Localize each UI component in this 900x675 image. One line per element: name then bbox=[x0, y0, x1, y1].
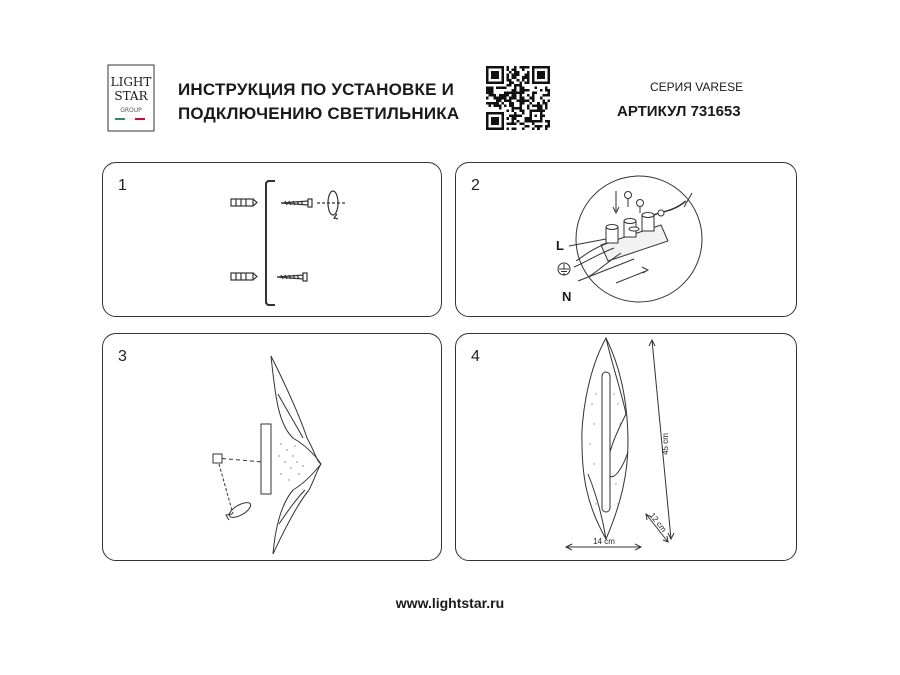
lightstar-logo bbox=[107, 64, 155, 132]
svg-text:STAR: STAR bbox=[114, 89, 148, 103]
step-1-panel bbox=[102, 162, 442, 317]
fixture-mounting-diagram bbox=[103, 334, 441, 560]
svg-text:LIGHT: LIGHT bbox=[110, 75, 152, 89]
depth-dimension: 12 cm bbox=[647, 511, 669, 534]
document-title bbox=[178, 78, 459, 126]
rotate-arrow-icon bbox=[317, 191, 347, 219]
wire-label-neutral: N bbox=[562, 289, 572, 304]
screw-icon bbox=[281, 199, 312, 207]
website-link[interactable]: www.lightstar.ru bbox=[395, 595, 505, 611]
title-line-2: ПОДКЛЮЧЕНИЮ СВЕТИЛЬНИКА bbox=[178, 104, 460, 123]
ground-icon bbox=[558, 263, 570, 275]
wiring-diagram bbox=[456, 163, 796, 316]
dimensions-diagram bbox=[456, 334, 796, 560]
svg-text:GROUP: GROUP bbox=[120, 107, 142, 114]
step-number: 2 bbox=[471, 177, 480, 194]
series-label: СЕРИЯ VARESE bbox=[650, 80, 744, 94]
article-label: АРТИКУЛ 731653 bbox=[617, 103, 741, 120]
step-2-panel bbox=[455, 162, 797, 317]
width-dimension: 14 cm bbox=[593, 537, 615, 546]
step-number: 3 bbox=[118, 348, 127, 365]
step-4-panel bbox=[455, 333, 797, 561]
step-number: 4 bbox=[471, 348, 480, 365]
step-3-panel bbox=[102, 333, 442, 561]
title-line-1: ИНСТРУКЦИЯ ПО УСТАНОВКЕ И bbox=[178, 80, 454, 99]
wire-label-live: L bbox=[556, 238, 564, 253]
height-dimension: 45 cm bbox=[661, 433, 670, 455]
dowel-icon bbox=[231, 199, 257, 206]
qr-code[interactable] bbox=[486, 66, 550, 130]
step-number: 1 bbox=[118, 177, 127, 194]
mounting-bracket-diagram bbox=[103, 163, 441, 316]
